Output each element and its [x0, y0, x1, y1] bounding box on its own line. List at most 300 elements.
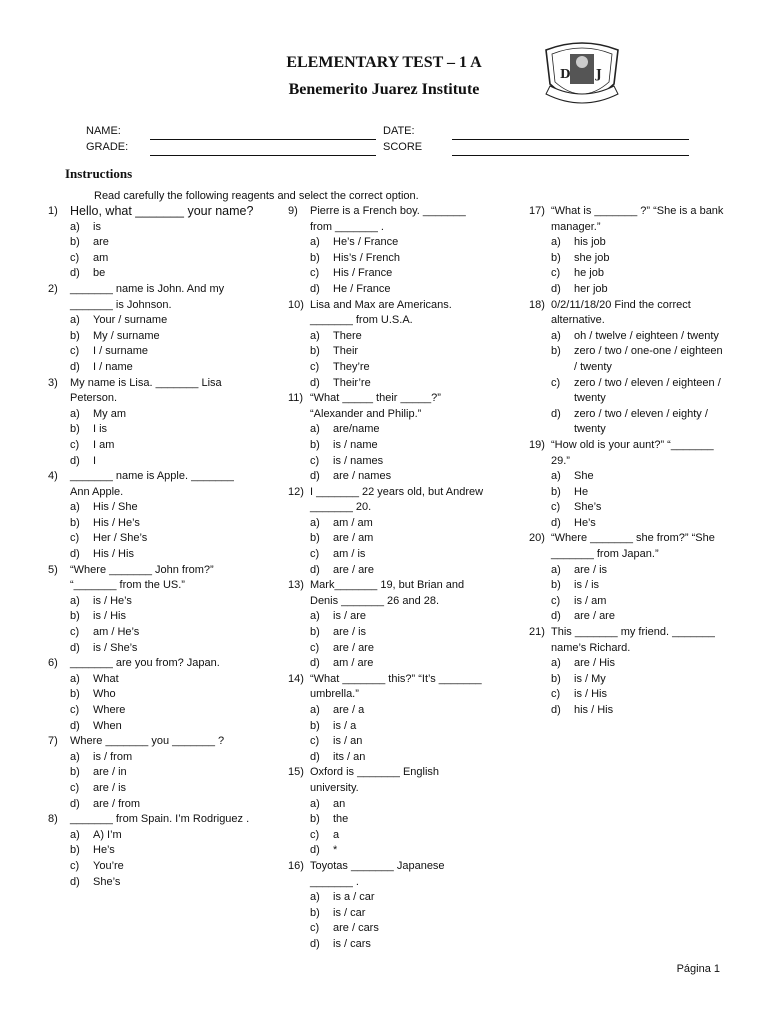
score-field[interactable]: [452, 155, 689, 156]
option-letter: c): [310, 641, 320, 654]
option-letter: d): [70, 267, 80, 280]
option-text: I is: [93, 423, 108, 436]
option-text: is / name: [333, 438, 378, 451]
name-label: NAME:: [86, 125, 121, 137]
question-number: 11): [288, 392, 304, 405]
answer-option[interactable]: [70, 641, 255, 657]
question-stem: “What _______ this?” “It’s _______ umbrella.”: [310, 672, 482, 701]
question-4: [48, 469, 255, 563]
option-text: are / from: [93, 797, 141, 810]
question-21: [529, 625, 726, 719]
answer-option[interactable]: [310, 609, 485, 625]
option-letter: c): [70, 781, 80, 794]
answer-option[interactable]: [310, 641, 485, 657]
option-text: is / am: [574, 594, 607, 607]
option-text: is / an: [333, 735, 363, 748]
answer-option[interactable]: [70, 843, 255, 859]
question-number: 15): [288, 766, 304, 779]
option-letter: a): [551, 657, 561, 670]
question-stem: Lisa and Max are Americans. _______ from U.S.A.: [310, 298, 452, 327]
answer-option[interactable]: [551, 469, 726, 485]
question-13: [288, 578, 485, 672]
answer-option[interactable]: [310, 235, 485, 251]
answer-option[interactable]: [310, 703, 485, 719]
answer-option[interactable]: [551, 251, 726, 267]
option-text: am: [93, 251, 109, 264]
option-text: You’re: [93, 859, 124, 872]
option-letter: c): [70, 626, 80, 639]
option-text: He: [574, 485, 589, 498]
answer-option[interactable]: [70, 329, 255, 345]
answer-option[interactable]: [310, 266, 485, 282]
option-text: his job: [574, 236, 606, 249]
option-letter: d): [310, 470, 320, 483]
question-8: [48, 812, 255, 890]
option-letter: d): [70, 719, 80, 732]
option-text: My am: [93, 407, 126, 420]
answer-option[interactable]: [70, 797, 255, 813]
answer-option[interactable]: [551, 703, 726, 719]
answer-option[interactable]: [70, 875, 255, 891]
option-letter: b): [551, 672, 561, 685]
option-letter: a): [310, 423, 320, 436]
answer-option[interactable]: [310, 376, 485, 392]
answer-option[interactable]: [70, 220, 255, 236]
option-text: is / is: [574, 579, 600, 592]
option-letter: c): [551, 688, 561, 701]
option-letter: d): [310, 376, 320, 389]
answer-option[interactable]: [70, 235, 255, 251]
question-column-1: [48, 204, 255, 890]
option-letter: c): [310, 548, 320, 561]
option-letter: b): [70, 766, 80, 779]
option-letter: c): [310, 922, 320, 935]
option-text: is / names: [333, 454, 384, 467]
answer-option[interactable]: [310, 625, 485, 641]
answer-option[interactable]: [310, 251, 485, 267]
option-letter: d): [70, 797, 80, 810]
question-number: 21): [529, 626, 545, 639]
option-letter: d): [310, 937, 320, 950]
question-stem: My name is Lisa. _______ Lisa Peterson.: [70, 376, 222, 405]
option-text: My / surname: [93, 329, 160, 342]
answer-option[interactable]: [310, 329, 485, 345]
answer-option[interactable]: [551, 578, 726, 594]
instructions-heading: Instructions: [65, 166, 133, 181]
option-text: are / is: [574, 563, 608, 576]
answer-option[interactable]: [70, 438, 255, 454]
question-number: 2): [48, 282, 58, 295]
option-letter: b): [70, 423, 80, 436]
option-letter: c): [70, 345, 80, 358]
option-text: I / name: [93, 360, 133, 373]
answer-option[interactable]: [310, 812, 485, 828]
option-letter: d): [310, 563, 320, 576]
option-letter: a): [70, 501, 80, 514]
question-number: 4): [48, 470, 58, 483]
option-letter: b): [310, 626, 320, 639]
option-text: Who: [93, 688, 116, 701]
option-text: What: [93, 672, 119, 685]
option-letter: a): [70, 314, 80, 327]
answer-option[interactable]: [310, 422, 485, 438]
option-text: zero / two / eleven / eighty / twenty: [574, 407, 708, 436]
question-stem: “What is _______ ?” “She is a bank manager.”: [551, 205, 724, 233]
answer-option[interactable]: [310, 516, 485, 532]
option-text: She: [574, 470, 594, 483]
option-letter: c): [70, 704, 80, 716]
option-letter: d): [70, 360, 80, 373]
answer-option[interactable]: [70, 859, 255, 875]
option-letter: d): [70, 641, 80, 654]
option-text: am / am: [333, 516, 373, 529]
answer-option[interactable]: [310, 719, 485, 735]
answer-option[interactable]: [70, 687, 255, 703]
option-text: is / My: [574, 672, 606, 685]
question-stem: Pierre is a French boy. _______ from _______ .: [310, 205, 466, 233]
question-number: 8): [48, 813, 58, 826]
option-letter: d): [551, 610, 561, 623]
answer-option[interactable]: [310, 547, 485, 563]
answer-option[interactable]: [70, 828, 255, 844]
question-number: 20): [529, 532, 545, 545]
svg-text:D: D: [560, 67, 571, 81]
option-letter: b): [551, 345, 561, 358]
option-letter: c): [70, 859, 80, 872]
option-text: are / cars: [333, 922, 379, 935]
answer-option[interactable]: [310, 656, 485, 672]
option-letter: d): [70, 548, 80, 561]
option-letter: a): [310, 236, 320, 249]
option-text: is / a: [333, 719, 357, 732]
answer-option[interactable]: [70, 703, 255, 719]
option-letter: c): [70, 438, 80, 451]
question-2: [48, 282, 255, 376]
option-letter: a): [310, 891, 320, 904]
answer-option[interactable]: [70, 407, 255, 423]
answer-option[interactable]: [70, 765, 255, 781]
question-number: 13): [288, 579, 304, 592]
answer-option[interactable]: [551, 376, 726, 407]
option-text: are / a: [333, 704, 365, 716]
option-text: He’s / France: [333, 236, 399, 249]
option-letter: b): [551, 485, 561, 498]
option-letter: a): [551, 563, 561, 576]
question-6: [48, 656, 255, 734]
question-9: [288, 204, 485, 298]
option-text: I / surname: [93, 345, 149, 358]
option-text: are / names: [333, 470, 392, 483]
answer-option[interactable]: [70, 266, 255, 282]
option-text: are / are: [333, 641, 374, 654]
answer-option[interactable]: [310, 344, 485, 360]
question-12: [288, 485, 485, 579]
question-column-2: [288, 204, 485, 953]
option-text: are / are: [333, 563, 374, 576]
answer-option[interactable]: [310, 438, 485, 454]
option-letter: a): [551, 329, 561, 342]
option-letter: c): [551, 267, 561, 280]
option-letter: d): [551, 407, 561, 420]
svg-text:J: J: [596, 67, 602, 81]
option-letter: d): [310, 750, 320, 763]
grade-field[interactable]: [150, 155, 376, 156]
option-text: He’s: [574, 516, 596, 529]
option-letter: b): [310, 906, 320, 919]
answer-option[interactable]: [70, 500, 255, 516]
option-text: is a / car: [333, 891, 375, 904]
option-letter: c): [551, 594, 561, 607]
question-stem: Toyotas _______ Japanese _______ .: [310, 859, 445, 888]
option-letter: d): [310, 844, 320, 857]
score-label: SCORE: [383, 141, 423, 153]
answer-option[interactable]: [310, 734, 485, 750]
option-letter: c): [310, 267, 320, 280]
option-text: be: [93, 267, 106, 280]
answer-option[interactable]: [551, 609, 726, 625]
option-text: They’re: [333, 360, 370, 373]
date-field[interactable]: [452, 139, 689, 140]
question-number: 9): [288, 205, 298, 217]
answer-option[interactable]: [70, 531, 255, 547]
answer-option[interactable]: [310, 360, 485, 376]
option-text: oh / twelve / eighteen / twenty: [574, 329, 719, 342]
answer-option[interactable]: [70, 516, 255, 532]
option-text: is / His: [574, 688, 607, 701]
question-number: 1): [48, 205, 58, 217]
option-text: She’s: [93, 875, 121, 888]
option-text: am / are: [333, 657, 374, 670]
option-text: is / are: [333, 610, 367, 623]
answer-option[interactable]: [70, 344, 255, 360]
answer-option[interactable]: [551, 500, 726, 516]
option-letter: b): [70, 610, 80, 623]
question-stem: _______ name is John. And my _______ is Johnson.: [70, 282, 225, 311]
question-stem: _______ name is Apple. _______ Ann Apple.: [70, 470, 234, 498]
option-letter: d): [551, 516, 561, 529]
option-text: are / in: [93, 766, 127, 779]
question-1: [48, 204, 255, 282]
answer-option[interactable]: [551, 266, 726, 282]
answer-option[interactable]: [551, 672, 726, 688]
answer-option[interactable]: [551, 329, 726, 345]
option-letter: b): [70, 688, 80, 701]
question-17: [529, 204, 726, 298]
option-text: are / is: [333, 626, 367, 639]
answer-option[interactable]: [310, 906, 485, 922]
option-text: Where: [93, 704, 126, 716]
question-10: [288, 298, 485, 392]
option-text: I am: [93, 438, 115, 451]
answer-option[interactable]: [551, 516, 726, 532]
answer-option[interactable]: [310, 750, 485, 766]
answer-option[interactable]: [551, 344, 726, 375]
question-number: 10): [288, 298, 304, 311]
answer-option[interactable]: [551, 656, 726, 672]
question-stem: “How old is your aunt?” “_______ 29.”: [551, 438, 714, 467]
answer-option[interactable]: [70, 251, 255, 267]
option-text: A) I’m: [93, 828, 122, 841]
answer-option[interactable]: [310, 531, 485, 547]
option-letter: c): [70, 251, 80, 264]
question-number: 16): [288, 859, 304, 872]
question-number: 5): [48, 563, 58, 576]
answer-option[interactable]: [310, 282, 485, 298]
option-text: is / from: [93, 750, 133, 763]
question-19: [529, 438, 726, 532]
option-text: Their: [333, 345, 359, 358]
question-number: 3): [48, 376, 58, 389]
option-letter: a): [70, 407, 80, 420]
option-text: he job: [574, 267, 604, 280]
option-text: its / an: [333, 750, 366, 763]
question-number: 12): [288, 485, 304, 498]
option-letter: d): [310, 657, 320, 670]
option-letter: d): [310, 282, 320, 295]
answer-option[interactable]: [551, 594, 726, 610]
option-text: is / She’s: [93, 641, 138, 654]
option-text: is / His: [93, 610, 126, 623]
option-letter: a): [310, 797, 320, 810]
answer-option[interactable]: [70, 672, 255, 688]
option-text: Their’re: [333, 376, 371, 389]
option-text: are / is: [93, 781, 127, 794]
option-letter: c): [551, 376, 561, 389]
option-letter: b): [551, 579, 561, 592]
option-text: is / cars: [333, 937, 371, 950]
question-16: [288, 859, 485, 953]
answer-option[interactable]: [70, 781, 255, 797]
question-column-3: [529, 204, 726, 719]
option-letter: b): [310, 438, 320, 451]
answer-option[interactable]: [70, 625, 255, 641]
question-stem: 0/2/11/18/20 Find the correct alternative.: [551, 298, 691, 327]
answer-option[interactable]: [551, 407, 726, 438]
answer-option[interactable]: [70, 594, 255, 610]
answer-option[interactable]: [310, 890, 485, 906]
option-letter: b): [70, 236, 80, 249]
option-letter: a): [310, 704, 320, 716]
option-letter: a): [70, 750, 80, 763]
option-letter: b): [551, 251, 561, 264]
option-text: His’s / French: [333, 251, 401, 264]
answer-option[interactable]: [310, 921, 485, 937]
question-stem: Oxford is _______ English university.: [310, 766, 440, 794]
option-letter: d): [70, 454, 80, 467]
option-text: is: [93, 220, 101, 233]
option-text: an: [333, 797, 346, 810]
option-letter: b): [310, 532, 320, 545]
option-text: He’s: [93, 844, 115, 857]
answer-option[interactable]: [70, 422, 255, 438]
option-letter: a): [551, 236, 561, 249]
question-11: [288, 391, 485, 485]
answer-option[interactable]: [551, 485, 726, 501]
option-letter: b): [70, 516, 80, 529]
page-number: Página 1: [676, 963, 720, 975]
question-stem: Hello, what _______ your name?: [70, 204, 254, 218]
answer-option[interactable]: [310, 469, 485, 485]
answer-option[interactable]: [551, 235, 726, 251]
option-text: are: [93, 236, 109, 249]
name-field[interactable]: [150, 139, 376, 140]
option-text: When: [93, 719, 122, 732]
answer-option[interactable]: [70, 360, 255, 376]
option-letter: a): [70, 672, 80, 685]
option-letter: a): [310, 329, 320, 342]
question-number: 6): [48, 657, 58, 670]
option-text: He / France: [333, 282, 391, 295]
question-stem: “Where _______ John from?” “_______ from the US.”: [70, 563, 214, 592]
answer-option[interactable]: [310, 937, 485, 953]
instructions-text: Read carefully the following reagents and select the correct option.: [94, 190, 419, 202]
option-text: zero / two / eleven / eighteen / twenty: [574, 376, 721, 405]
question-3: [48, 376, 255, 470]
option-text: are/name: [333, 423, 380, 436]
answer-option[interactable]: [70, 454, 255, 470]
question-5: [48, 563, 255, 657]
option-letter: a): [70, 594, 80, 607]
option-letter: b): [310, 719, 320, 732]
answer-option[interactable]: [551, 563, 726, 579]
answer-option[interactable]: [310, 843, 485, 859]
option-letter: a): [310, 516, 320, 529]
answer-option[interactable]: [70, 313, 255, 329]
question-stem: Mark_______ 19, but Brian and Denis _______ 26 and 28.: [310, 579, 465, 607]
option-letter: d): [70, 875, 80, 888]
option-letter: d): [551, 282, 561, 295]
option-letter: a): [551, 470, 561, 483]
answer-option[interactable]: [310, 563, 485, 579]
question-7: [48, 734, 255, 812]
option-letter: a): [310, 610, 320, 623]
answer-option[interactable]: [551, 282, 726, 298]
option-text: Your / surname: [93, 314, 168, 327]
answer-option[interactable]: [70, 609, 255, 625]
question-stem: Where _______ you _______ ?: [70, 735, 225, 748]
question-stem: This _______ my friend. _______ name’s Richard.: [551, 626, 715, 654]
option-text: her job: [574, 282, 608, 295]
question-number: 18): [529, 298, 545, 311]
answer-option[interactable]: [310, 454, 485, 470]
answer-option[interactable]: [310, 828, 485, 844]
option-letter: b): [310, 251, 320, 264]
option-text: are / are: [574, 610, 615, 623]
institute-name: Benemerito Juarez Institute: [288, 81, 480, 98]
option-letter: d): [551, 704, 561, 716]
option-text: am / is: [333, 548, 366, 561]
option-text: she job: [574, 251, 610, 264]
answer-option[interactable]: [551, 687, 726, 703]
option-letter: c): [70, 532, 80, 545]
option-text: His / France: [333, 267, 393, 280]
option-text: I: [93, 454, 97, 467]
option-letter: b): [70, 844, 80, 857]
answer-option[interactable]: [70, 750, 255, 766]
option-letter: b): [70, 329, 80, 342]
answer-option[interactable]: [310, 797, 485, 813]
question-15: [288, 765, 485, 859]
answer-option[interactable]: [70, 547, 255, 563]
option-text: am / He’s: [93, 626, 140, 639]
option-letter: a): [70, 828, 80, 841]
answer-option[interactable]: [70, 719, 255, 735]
question-18: [529, 298, 726, 438]
option-text: Her / She’s: [93, 532, 148, 545]
question-stem: “What _____ their _____?” “Alexander and Philip.”: [310, 392, 441, 420]
option-text: She’s: [574, 501, 602, 514]
grade-label: GRADE:: [86, 141, 129, 153]
